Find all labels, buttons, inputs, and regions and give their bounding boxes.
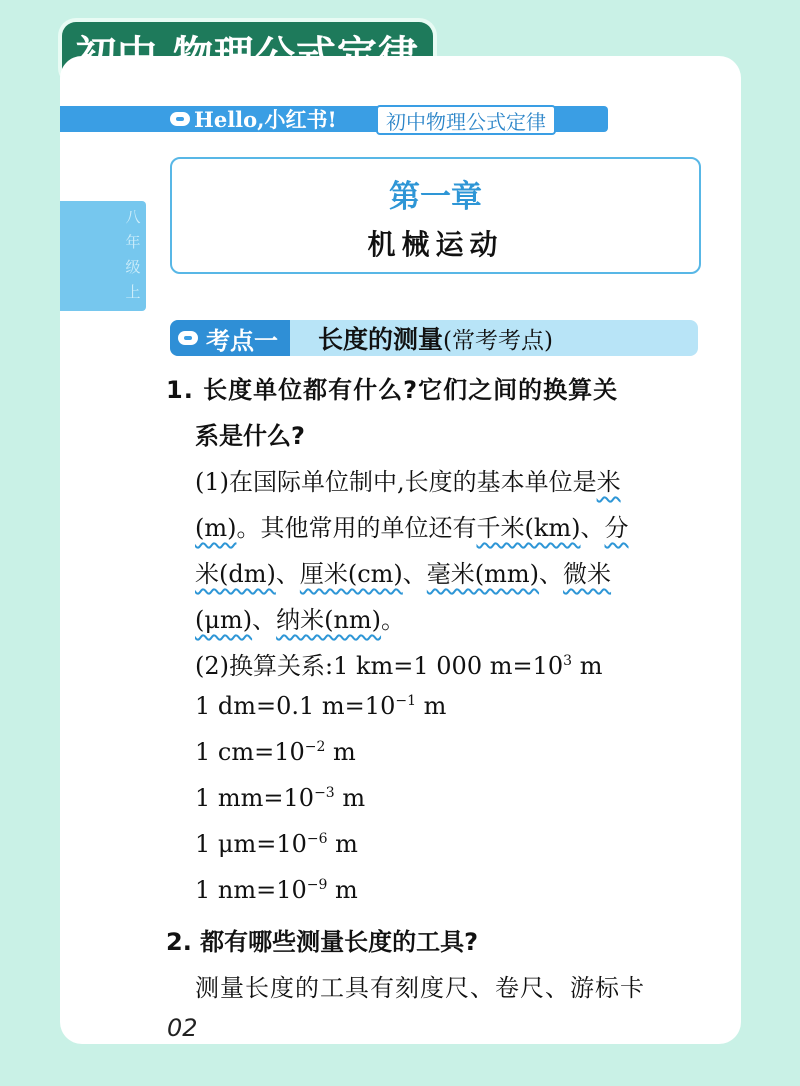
unit-span: m xyxy=(327,876,358,904)
highlight-fen: 分 xyxy=(604,514,629,542)
text-span: (2)换算关系:1 km=1 000 m=10 xyxy=(195,652,564,680)
conversion-um xyxy=(195,830,358,858)
chapter-name: 机械运动 xyxy=(367,228,504,261)
exponent: 3 xyxy=(563,653,573,669)
highlight-um: (μm) xyxy=(195,606,253,634)
exponent: −6 xyxy=(306,831,328,847)
text-span: 、 xyxy=(275,560,300,588)
chapter-number: 第一章 xyxy=(389,179,482,215)
question-1-line-2: 系是什么? xyxy=(195,422,305,450)
text-span: 。其他常用的单位还有 xyxy=(236,514,477,542)
conversion-nm xyxy=(195,876,358,904)
book-title: 初中物理公式定律 xyxy=(386,109,546,134)
page-number: 02 xyxy=(167,1014,198,1042)
exponent: −3 xyxy=(314,785,335,801)
conversion-dm xyxy=(195,692,446,720)
text-span: 、 xyxy=(539,560,564,588)
highlight-mm: 毫米(mm) xyxy=(426,560,540,588)
highlight-cm: 厘米(cm) xyxy=(299,560,403,588)
exam-point-note: (常考考点) xyxy=(443,327,553,354)
side-tab-text xyxy=(124,205,142,305)
unit-span: m xyxy=(572,652,603,680)
chapter-box xyxy=(170,157,701,274)
text-span: 1 μm=10 xyxy=(195,830,307,858)
header-hello xyxy=(170,108,337,130)
grade-side-tab xyxy=(60,201,146,311)
exponent: −2 xyxy=(304,739,326,755)
unit-span: m xyxy=(325,738,356,766)
answer-2-line: 测量长度的工具有刻度尺、卷尺、游标卡 xyxy=(195,974,645,1002)
conversion-mm xyxy=(195,784,365,812)
exam-point-bar xyxy=(170,320,698,356)
paragraph-1-line-4 xyxy=(195,600,405,635)
paragraph-2-line xyxy=(195,646,602,681)
side-tab-char: 上 xyxy=(125,283,141,301)
side-tab-char: 年 xyxy=(125,233,141,251)
text-span: 1 cm=10 xyxy=(195,738,305,766)
exponent: −9 xyxy=(306,877,328,893)
highlight-m: (m) xyxy=(195,514,237,542)
question-2-line: 2. 都有哪些测量长度的工具? xyxy=(166,928,479,956)
text-span: 1 mm=10 xyxy=(195,784,315,812)
exam-point-tag-label: 考点一 xyxy=(206,326,278,355)
highlight-dm: 米(dm) xyxy=(195,560,276,588)
unit-span: m xyxy=(415,692,447,720)
text-span: 、 xyxy=(252,606,277,634)
side-tab-char: 八 xyxy=(125,208,141,226)
text-span: 。 xyxy=(381,606,406,634)
unit-span: m xyxy=(327,830,358,858)
paragraph-1-line-3 xyxy=(195,554,611,589)
exam-point-tag xyxy=(170,320,290,356)
book-title-box xyxy=(376,105,556,135)
text-span: 、 xyxy=(580,514,605,542)
text-span: 1 nm=10 xyxy=(195,876,307,904)
side-tab-char: 级 xyxy=(125,258,141,276)
logo-icon xyxy=(178,331,198,345)
text-span: (1)在国际单位制中,长度的基本单位是 xyxy=(195,468,597,496)
highlight-wei: 微米 xyxy=(563,560,612,588)
exam-point-title-text: 长度的测量 xyxy=(318,325,444,354)
paragraph-1-line-2 xyxy=(195,508,629,543)
question-1-line-1: 1. 长度单位都有什么?它们之间的换算关 xyxy=(166,376,619,404)
exam-point-title xyxy=(318,320,553,356)
highlight-km: 千米(km) xyxy=(476,514,581,542)
exponent: −1 xyxy=(395,693,416,709)
conversion-cm xyxy=(195,738,356,766)
highlight-nm: 纳米(nm) xyxy=(276,606,382,634)
text-span: 1 dm=0.1 m=10 xyxy=(195,692,396,720)
highlight-meter: 米 xyxy=(596,468,621,496)
logo-icon xyxy=(170,112,190,126)
unit-span: m xyxy=(334,784,366,812)
text-span: 、 xyxy=(402,560,427,588)
hello-text: Hello,小红书! xyxy=(194,107,337,132)
book-page xyxy=(60,56,741,1044)
paragraph-1-line-1 xyxy=(195,462,621,497)
